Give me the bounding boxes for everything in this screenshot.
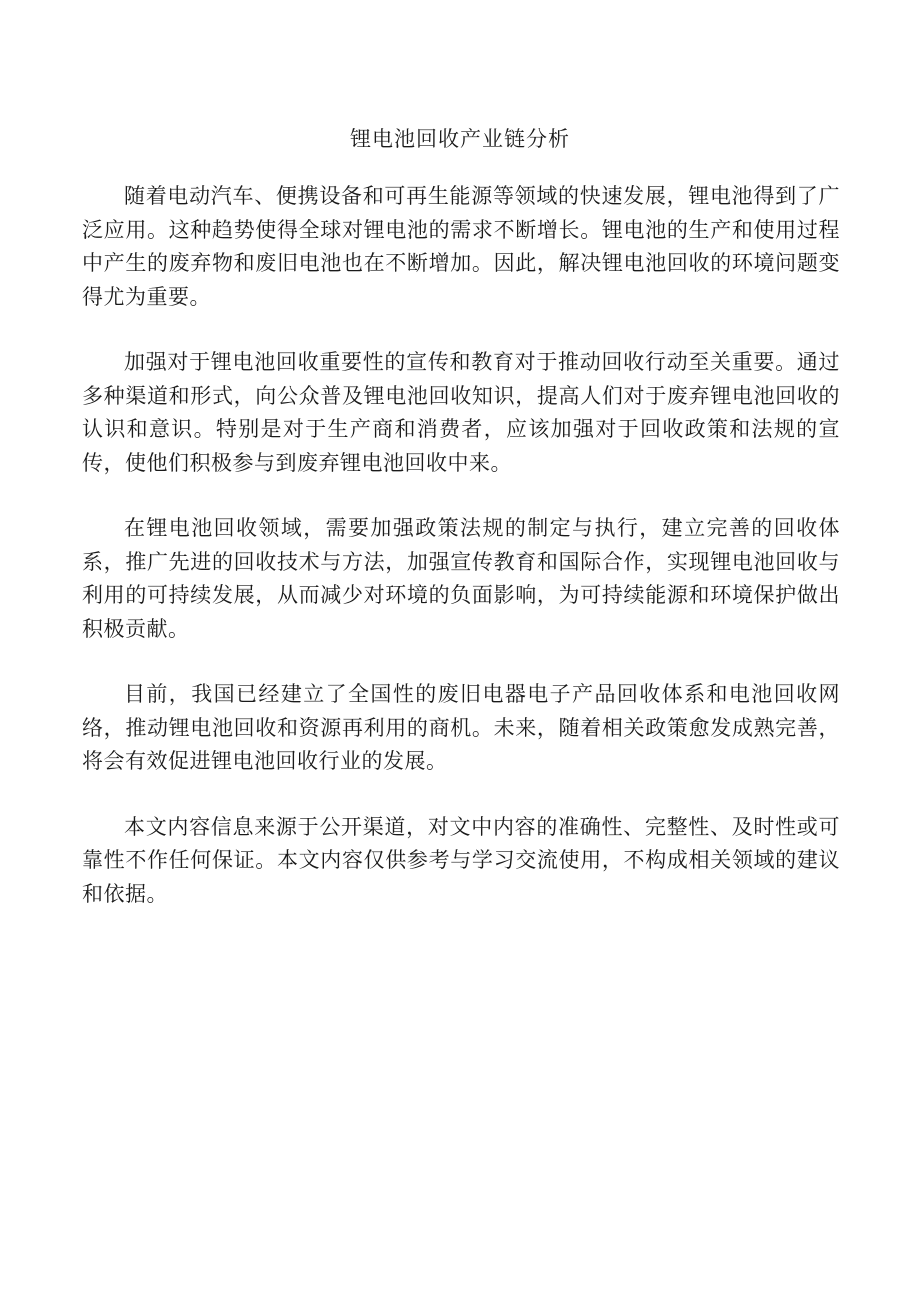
paragraph-4: 目前，我国已经建立了全国性的废旧电器电子产品回收体系和电池回收网络，推动锂电池回收和资源再利用的商机。未来，随着相关政策愈发成熟完善，将会有效促进锂电池回收行业的发展。 — [82, 682, 840, 773]
paragraph-5: 本文内容信息来源于公开渠道，对文中内容的准确性、完整性、及时性或可靠性不作任何保证。本文内容仅供参考与学习交流使用，不构成相关领域的建议和依据。 — [82, 814, 840, 906]
paragraph-3: 在锂电池回收领域，需要加强政策法规的制定与执行，建立完善的回收体系，推广先进的回收技术与方法，加强宣传教育和国际合作，实现锂电池回收与利用的可持续发展，从而减少对环境的负面影响，为可持续能源和环境保护做出积极贡献。 — [82, 516, 840, 641]
document-body — [82, 180, 840, 943]
paragraph-1: 随着电动汽车、便携设备和可再生能源等领域的快速发展，锂电池得到了广泛应用。这种趋势使得全球对锂电池的需求不断增长。锂电池的生产和使用过程中产生的废弃物和废旧电池也在不断增加。因此，解决锂电池回收的环境问题变得尤为重要。 — [82, 184, 840, 309]
document-title: 锂电池回收产业链分析 — [350, 127, 570, 151]
paragraph-2: 加强对于锂电池回收重要性的宣传和教育对于推动回收行动至关重要。通过多种渠道和形式，向公众普及锂电池回收知识，提高人们对于废弃锂电池回收的认识和意识。特别是对于生产商和消费者，应该加强对于回收政策和法规的宣传，使他们积极参与到废弃锂电池回收中来。 — [82, 350, 840, 475]
